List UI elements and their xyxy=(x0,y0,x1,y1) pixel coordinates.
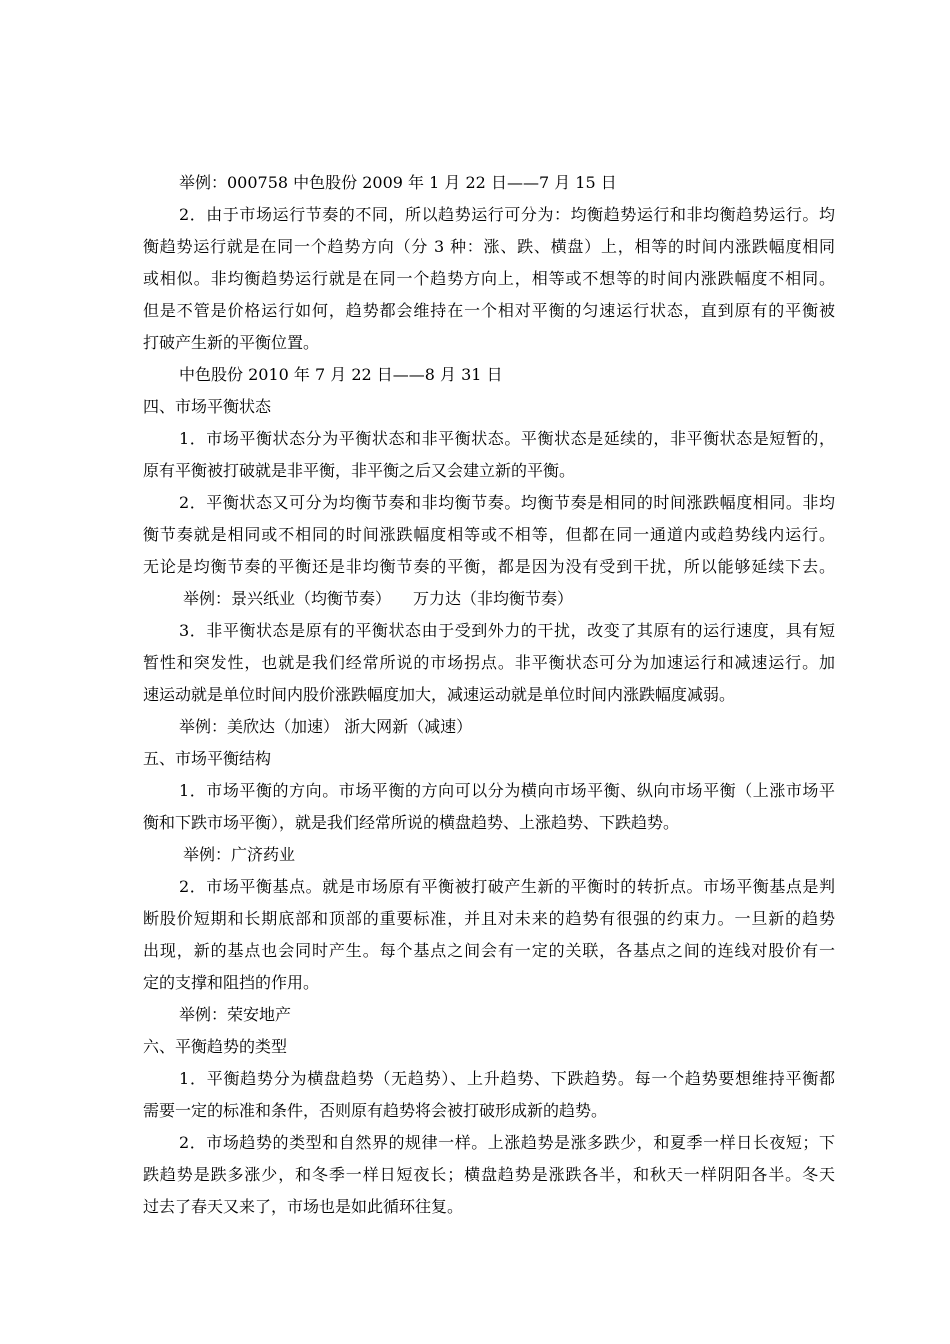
paragraph-line: 2．市场平衡基点。就是市场原有平衡被打破产生新的平衡时的转折点。市场平衡基点是判 xyxy=(179,877,835,896)
paragraph-line: 衡趋势运行就是在同一个趋势方向（分 3 种：涨、跌、横盘）上，相等的时间内涨跌幅度相同 xyxy=(143,237,835,256)
example-line: 中色股份 2010 年 7 月 22 日——8 月 31 日 xyxy=(179,365,503,384)
document-body xyxy=(143,167,835,1223)
paragraph-line: 2．由于市场运行节奏的不同，所以趋势运行可分为：均衡趋势运行和非均衡趋势运行。均 xyxy=(179,205,835,224)
paragraph-line: 出现，新的基点也会同时产生。每个基点之间会有一定的关联，各基点之间的连线对股价有一 xyxy=(143,941,835,960)
paragraph-line: 衡和下跌市场平衡），就是我们经常所说的横盘趋势、上涨趋势、下跌趋势。 xyxy=(143,813,680,832)
paragraph-line: 无论是均衡节奏的平衡还是非均衡节奏的平衡，都是因为没有受到干扰，所以能够延续下去。 xyxy=(143,557,835,576)
example-line: 举例：000758 中色股份 2009 年 1 月 22 日——7 月 15 日 xyxy=(179,173,617,192)
example-line: 举例：荣安地产 xyxy=(179,1005,292,1024)
paragraph-line: 3．非平衡状态是原有的平衡状态由于受到外力的干扰，改变了其原有的运行速度，具有短 xyxy=(179,621,835,640)
paragraph-line: 定的支撑和阻挡的作用。 xyxy=(143,973,320,992)
paragraph-line: 暂性和突发性，也就是我们经常所说的市场拐点。非平衡状态可分为加速运行和减速运行。加 xyxy=(143,653,835,672)
paragraph-line: 需要一定的标准和条件，否则原有趋势将会被打破形成新的趋势。 xyxy=(143,1101,608,1120)
example-text: 举例：景兴纸业（均衡节奏） xyxy=(183,589,392,608)
example-line xyxy=(143,583,835,615)
example-line: 举例：美欣达（加速） 浙大网新（减速） xyxy=(179,717,473,736)
paragraph-line: 1．市场平衡的方向。市场平衡的方向可以分为横向市场平衡、纵向市场平衡（上涨市场平 xyxy=(179,781,835,800)
section-heading: 六、平衡趋势的类型 xyxy=(143,1037,288,1056)
paragraph-line: 但是不管是价格运行如何，趋势都会维持在一个相对平衡的匀速运行状态，直到原有的平衡被 xyxy=(143,301,835,320)
section-heading: 五、市场平衡结构 xyxy=(143,749,272,768)
paragraph-line: 跌趋势是跌多涨少，和冬季一样日短夜长；横盘趋势是涨跌各半，和秋天一样阴阳各半。冬天 xyxy=(143,1165,835,1184)
paragraph-line: 断股价短期和长期底部和顶部的重要标准，并且对未来的趋势有很强的约束力。一旦新的趋势 xyxy=(143,909,835,928)
paragraph-line: 衡节奏就是相同或不相同的时间涨跌幅度相等或不相等，但都在同一通道内或趋势线内运行。 xyxy=(143,525,835,544)
example-text: 万力达（非均衡节奏） xyxy=(413,589,574,608)
paragraph-line: 速运动就是单位时间内股价涨跌幅度加大，减速运动就是单位时间内涨跌幅度减弱。 xyxy=(143,685,736,704)
section-heading: 四、市场平衡状态 xyxy=(143,397,272,416)
paragraph-line: 1．平衡趋势分为横盘趋势（无趋势）、上升趋势、下跌趋势。每一个趋势要想维持平衡都 xyxy=(179,1069,835,1088)
paragraph-line: 2．平衡状态又可分为均衡节奏和非均衡节奏。均衡节奏是相同的时间涨跌幅度相同。非均 xyxy=(179,493,835,512)
paragraph-line: 打破产生新的平衡位置。 xyxy=(143,333,320,352)
paragraph-line: 1．市场平衡状态分为平衡状态和非平衡状态。平衡状态是延续的，非平衡状态是短暂的， xyxy=(179,429,835,448)
paragraph-line: 或相似。非均衡趋势运行就是在同一个趋势方向上，相等或不想等的时间内涨跌幅度不相同。 xyxy=(143,269,835,288)
example-line: 举例：广济药业 xyxy=(183,845,296,864)
paragraph-line: 2．市场趋势的类型和自然界的规律一样。上涨趋势是涨多跌少，和夏季一样日长夜短；下 xyxy=(179,1133,835,1152)
paragraph-line: 原有平衡被打破就是非平衡，非平衡之后又会建立新的平衡。 xyxy=(143,461,576,480)
paragraph-line: 过去了春天又来了，市场也是如此循环往复。 xyxy=(143,1197,464,1216)
